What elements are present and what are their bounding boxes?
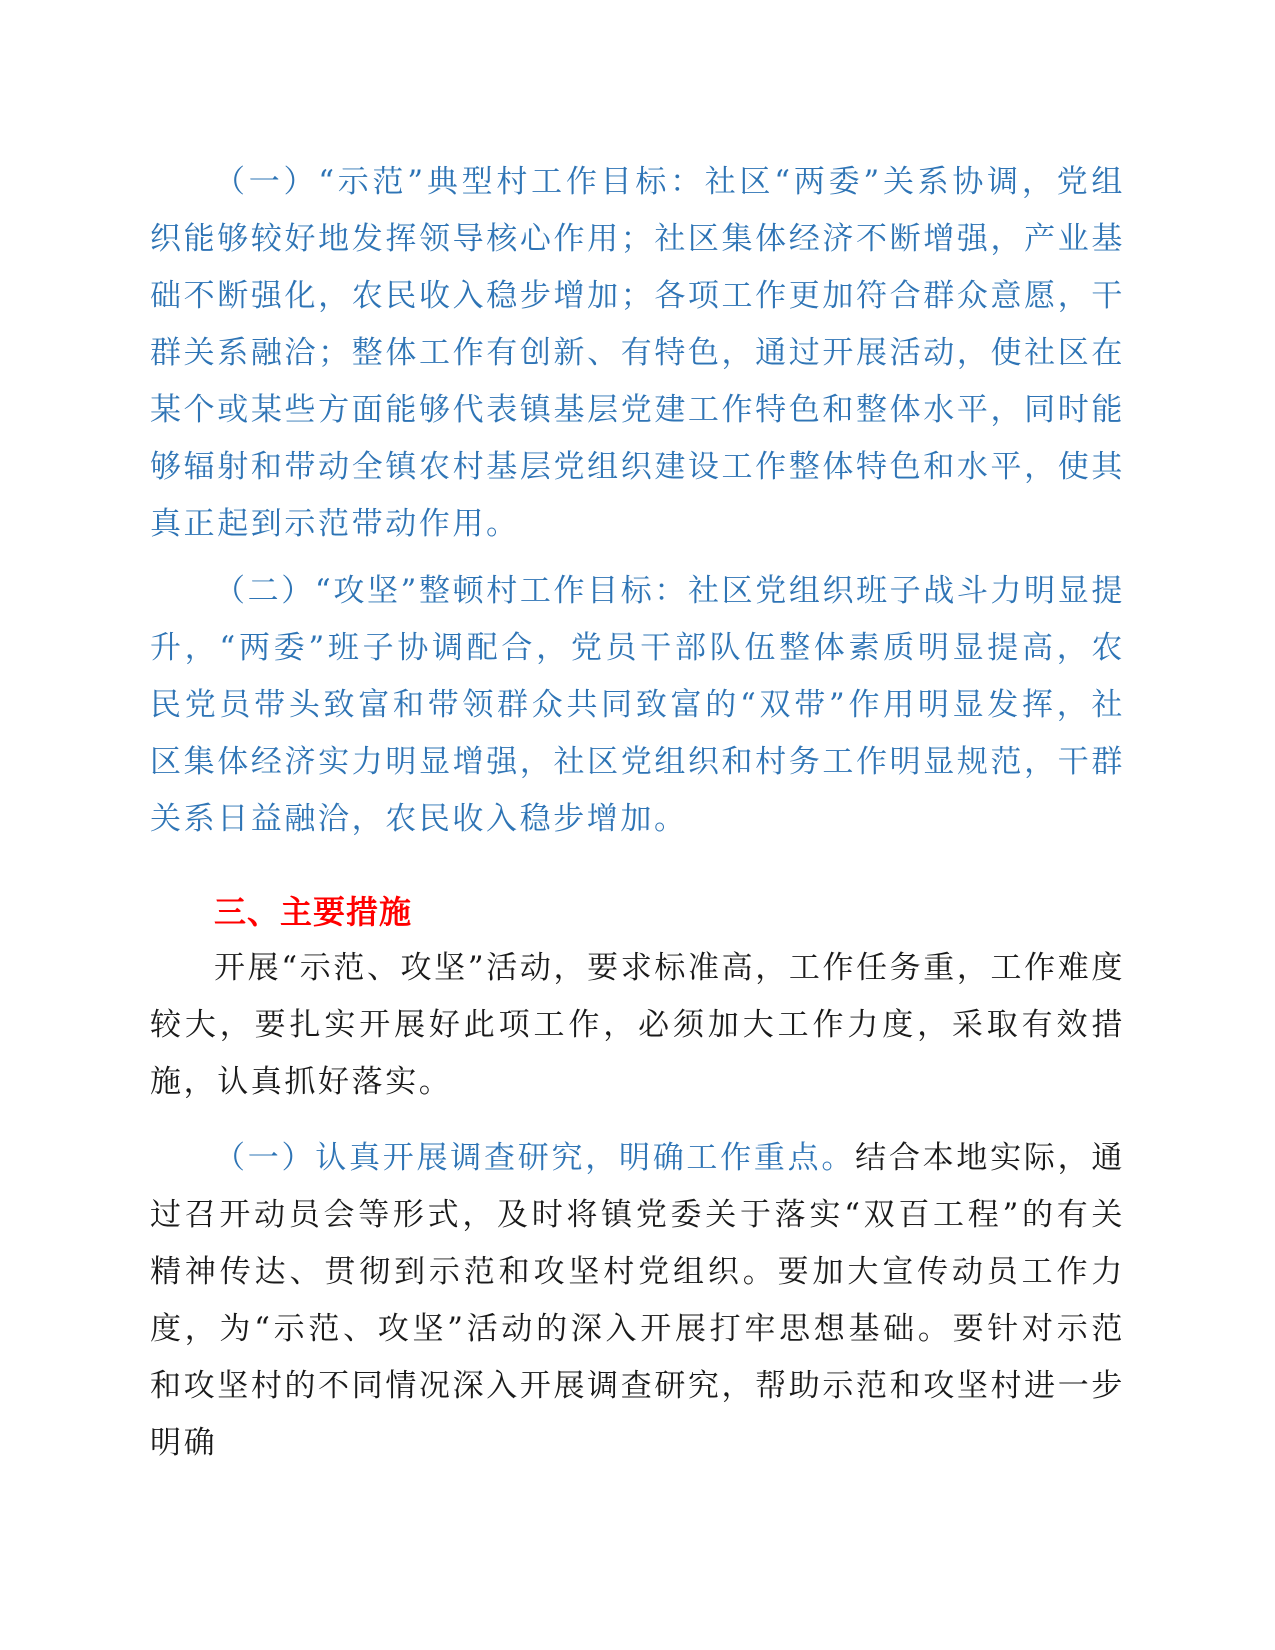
paragraph-measures-intro: 开展“示范、攻坚”活动，要求标准高，工作任务重，工作难度较大，要扎实开展好此项工作，必须加大工作力度，采取有效措施，认真抓好落实。 — [150, 950, 1125, 1100]
paragraph-research-body: 结合本地实际，通过召开动员会等形式，及时将镇党委关于落实“双百工程”的有关精神传达、贯彻到示范和攻坚村党组织。要加大宣传动员工作力度，为“示范、攻坚”活动的深入开展打牢思想基础。要针对示范和攻坚村的不同情况深入开展调查研究，帮助示范和攻坚村进一步明确 — [150, 1140, 1125, 1461]
paragraph-research-measure — [150, 1130, 1125, 1472]
paragraph-rectification-village-goals: （二）“攻坚”整顿村工作目标：社区党组织班子战斗力明显提升，“两委”班子协调配合，党员干部队伍整体素质明显提高，农民党员带头致富和带领群众共同致富的“双带”作用明显发挥，社区集体经济实力明显增强，社区党组织和村务工作明显规范，干群关系日益融洽，农民收入稳步增加。 — [150, 573, 1125, 837]
paragraph-demonstration-village-goals: （一）“示范”典型村工作目标：社区“两委”关系协调，党组织能够较好地发挥领导核心作用；社区集体经济不断增强，产业基础不断强化，农民收入稳步增加；各项工作更加符合群众意愿，干群关系融洽；整体工作有创新、有特色，通过开展活动，使社区在某个或某些方面能够代表镇基层党建工作特色和整体水平，同时能够辐射和带动全镇农村基层党组织建设工作整体特色和水平，使其真正起到示范带动作用。 — [150, 164, 1125, 542]
section-heading-main-measures: 三、主要措施 — [214, 893, 413, 931]
paragraph-research-lead: （一）认真开展调查研究，明确工作重点。 — [214, 1140, 856, 1176]
